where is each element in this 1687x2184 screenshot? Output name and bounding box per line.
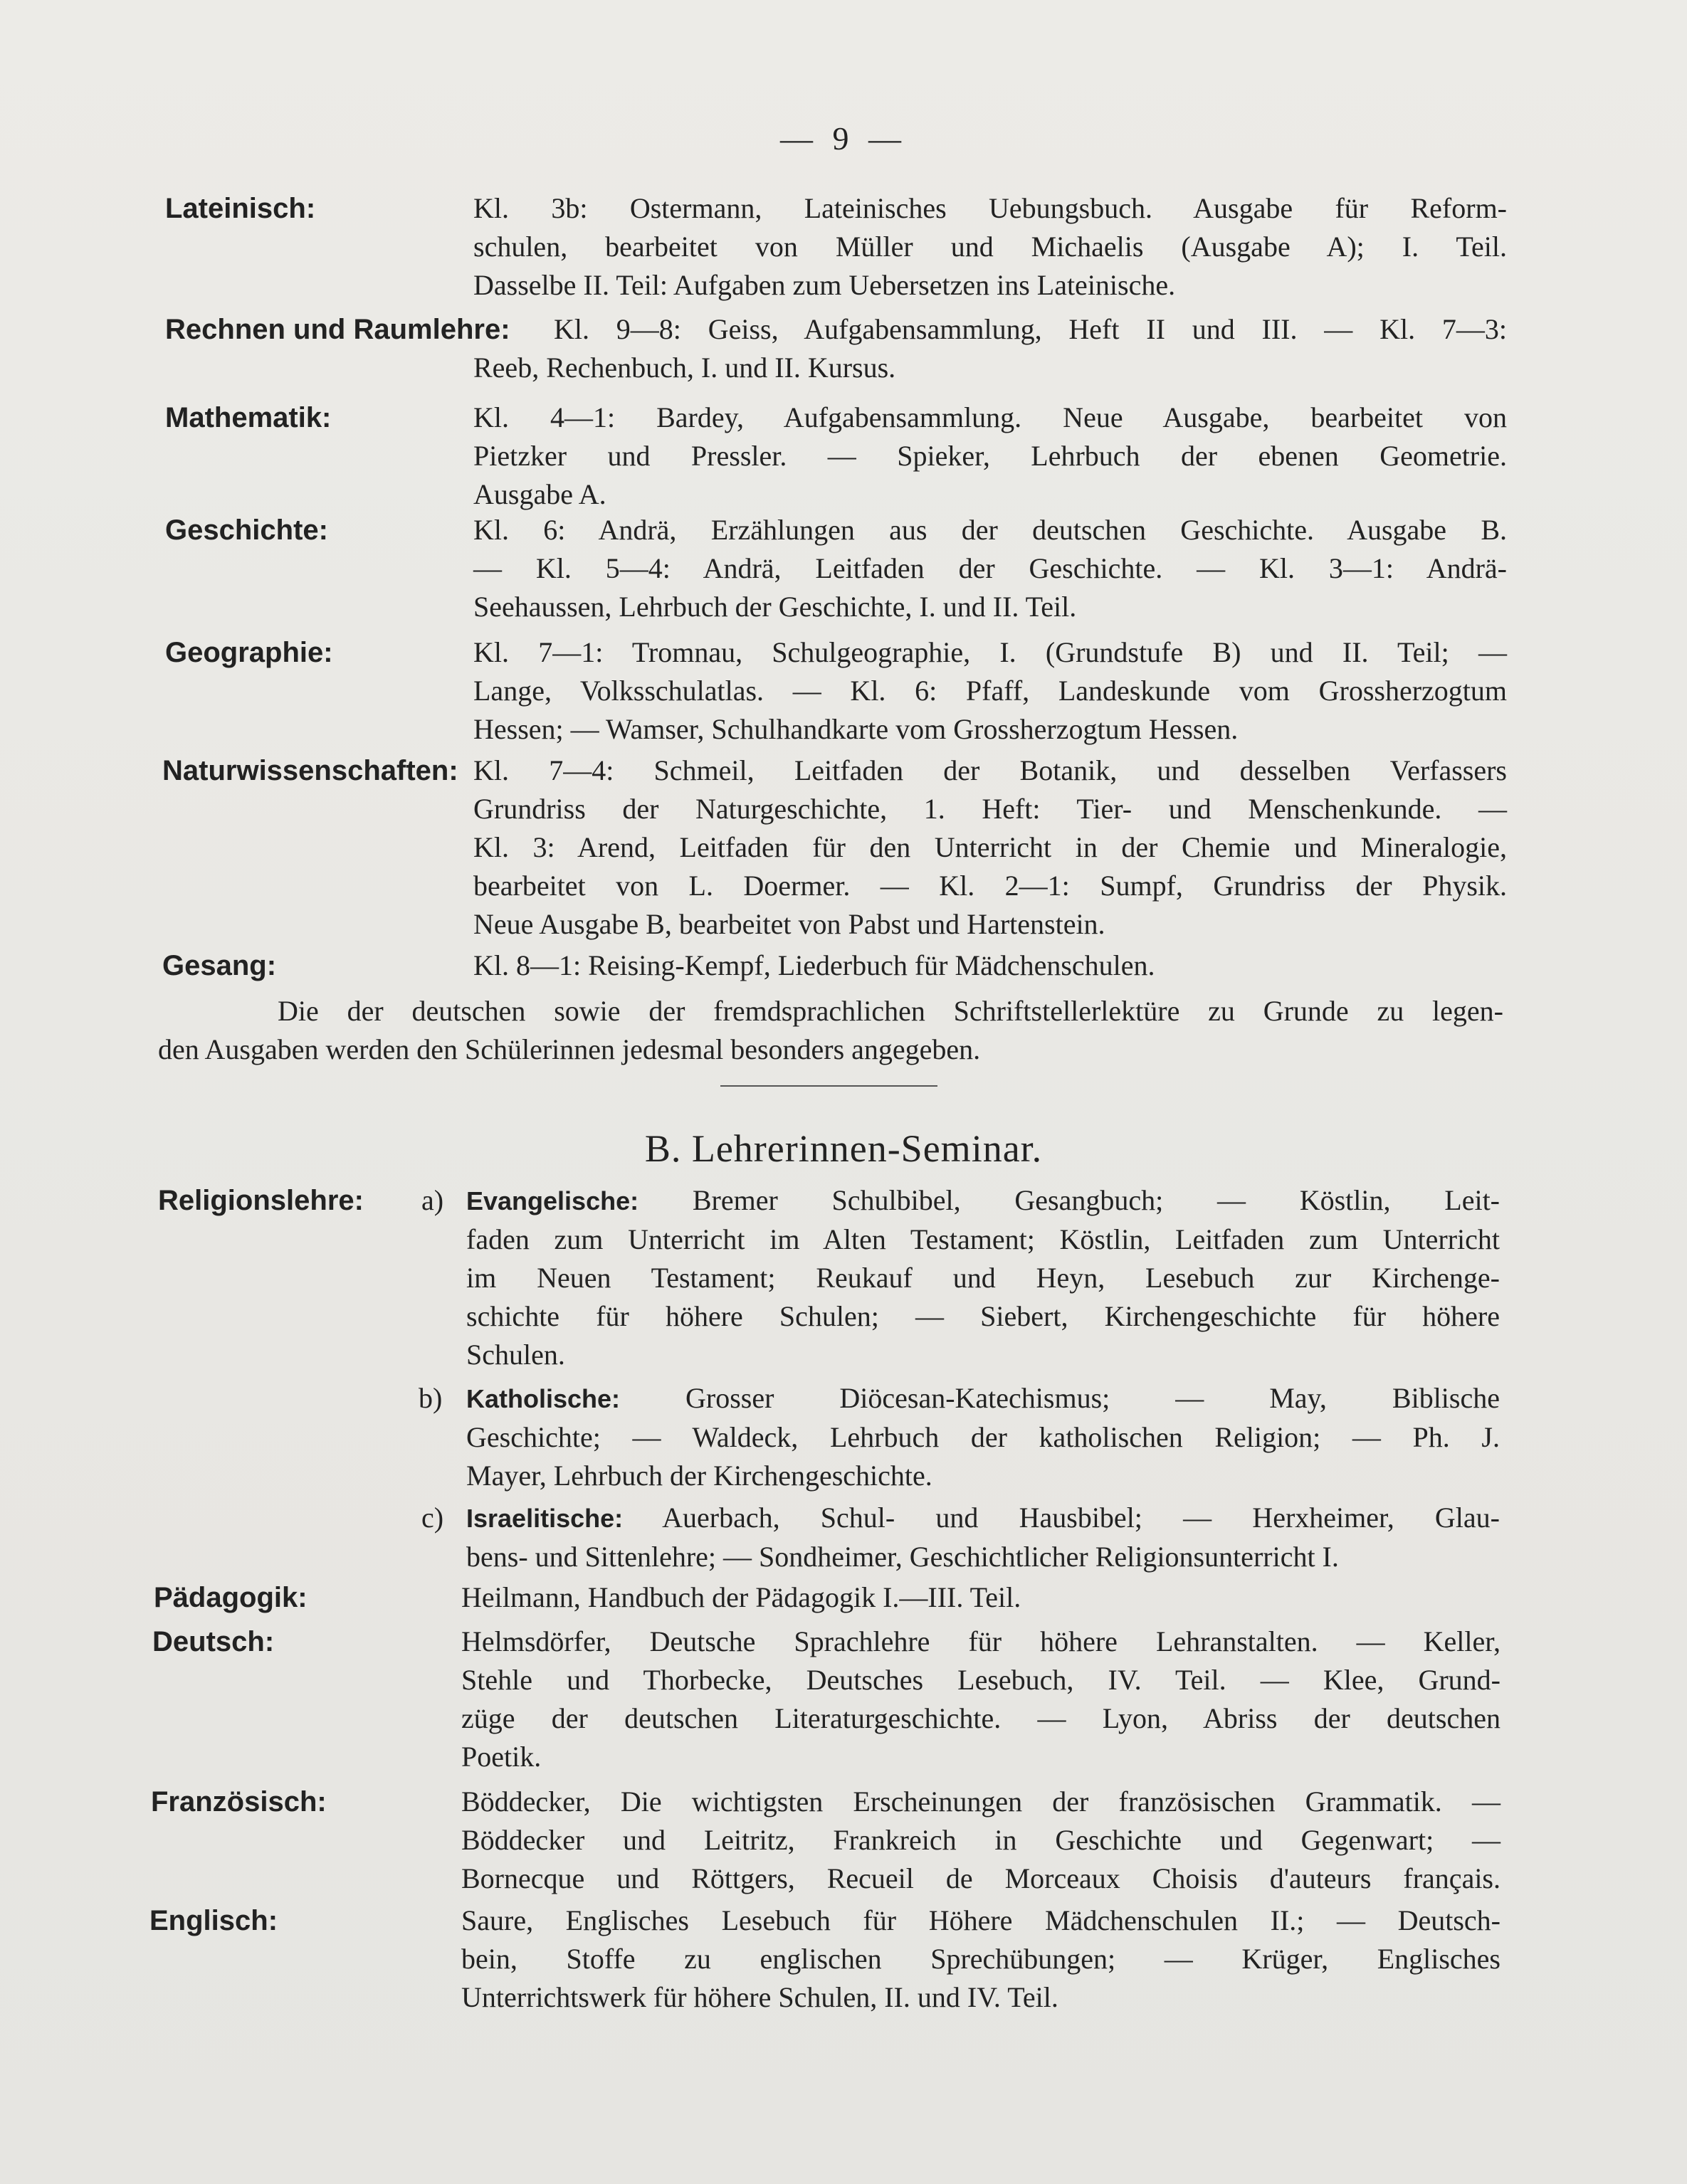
item-letter: b) <box>419 1382 443 1414</box>
subject-label: Geographie: <box>165 637 333 668</box>
subheading-israelitisch: Israelitische: <box>466 1504 624 1533</box>
item-letter: c) <box>421 1502 444 1534</box>
subject-label: Rechnen und Raumlehre: <box>165 314 510 345</box>
subheading-evangelisch: Evangelische: <box>466 1186 639 1215</box>
subheading-katholisch: Katholische: <box>466 1384 621 1413</box>
entry-text: Kl. 4—1: Bardey, Aufgabensammlung. Neue Ausgabe, bearbeitet von Pietzker und Pressler. — Spieker, Lehrbuch der ebenen Geometrie. Ausgabe A. <box>473 401 1507 510</box>
subject-label: Gesang: <box>162 950 277 981</box>
subject-label: Deutsch: <box>152 1626 275 1657</box>
entry-text: Kl. 9—8: Geiss, Aufgabensammlung, Heft II und III. — Kl. 7—3: Reeb, Rechenbuch, I. und II. Kursus. <box>473 313 1507 384</box>
page-number: — 9 — <box>780 120 907 157</box>
subject-label: Naturwissenschaften: <box>162 755 458 786</box>
entry-text: Helmsdörfer, Deutsche Sprachlehre für höhere Lehranstalten. — Keller, Stehle und Thorbecke, Deutsches Lesebuch, IV. Teil. — Klee, Grund- züge der deutschen Literaturgeschichte. — Lyon, Abriss der deutschen Poetik. <box>461 1625 1501 1773</box>
entry-text: Böddecker, Die wichtigsten Erscheinungen der französischen Grammatik. — Böddecker und Leitritz, Frankreich in Geschichte und Gegenwart; — Bornecque und Röttgers, Recueil de Morceaux Choisis d'auteurs français. <box>461 1785 1501 1894</box>
note-paragraph: Die der deutschen sowie der fremdsprachlichen Schriftstellerlektüre zu Grunde zu legen- den Ausgaben werden den Schülerinnen jedesmal besonders angegeben. <box>158 995 1503 1065</box>
entry-text: Kl. 7—4: Schmeil, Leitfaden der Botanik, und desselben Verfassers Grundriss der Naturgeschichte, 1. Heft: Tier- und Menschenkunde. — Kl. 3: Arend, Leitfaden für den Unterricht in der Chemie und Mineralogie, bearbeitet von L. Doermer. — Kl. 2—1: Sumpf, Grundriss der Physik. Neue Ausgabe B, bearbeitet von Pabst und Hartenstein. <box>473 754 1507 940</box>
subject-label: Englisch: <box>149 1905 278 1936</box>
entry-text: Kl. 6: Andrä, Erzählungen aus der deutschen Geschichte. Ausgabe B. — Kl. 5—4: Andrä, Leitfaden der Geschichte. — Kl. 3—1: Andrä- Seehaussen, Lehrbuch der Geschichte, I. und II. Teil. <box>473 514 1507 623</box>
entry-text: Kl. 3b: Ostermann, Lateinisches Uebungsbuch. Ausgabe für Reform- schulen, bearbeitet von Müller und Michaelis (Ausgabe A); I. Teil. Dasselbe II. Teil: Aufgaben zum Uebersetzen ins Lateinische. <box>473 192 1507 301</box>
section-b-title: B. Lehrerinnen-Seminar. <box>644 1127 1043 1170</box>
subject-label: Lateinisch: <box>165 193 316 224</box>
subject-label: Geschichte: <box>165 515 328 546</box>
subject-label: Mathematik: <box>165 402 332 433</box>
subject-label: Pädagogik: <box>154 1582 308 1613</box>
section-divider <box>720 1085 937 1087</box>
entry-text: Kl. 7—1: Tromnau, Schulgeographie, I. (Grundstufe B) und II. Teil; — Lange, Volksschulatlas. — Kl. 6: Pfaff, Landeskunde vom Grossherzogtum Hessen; — Wamser, Schulhandkarte vom Grossherzogtum Hessen. <box>473 636 1507 745</box>
entry-text: Kl. 8—1: Reising-Kempf, Liederbuch für Mädchenschulen. <box>473 949 1155 981</box>
item-letter: a) <box>421 1184 444 1216</box>
religion-katholisch: Katholische: Grosser Diöcesan-Katechismus; — May, Biblische Geschichte; — Waldeck, Lehrbuch der katholischen Religion; — Ph. J. Mayer, Lehrbuch der Kirchengeschichte. <box>466 1382 1500 1492</box>
subject-label: Religionslehre: <box>158 1185 364 1216</box>
entry-text: Heilmann, Handbuch der Pädagogik I.—III. Teil. <box>461 1581 1021 1613</box>
religion-israelitisch: Israelitische: Auerbach, Schul- und Hausbibel; — Herxheimer, Glau- bens- und Sittenlehre; — Sondheimer, Geschichtlicher Religionsunterricht I. <box>466 1502 1500 1573</box>
religion-evangelisch: Evangelische: Bremer Schulbibel, Gesangbuch; — Köstlin, Leit- faden zum Unterricht im Alten Testament; Köstlin, Leitfaden zum Unterricht im Neuen Testament; Reukauf und Heyn, Lesebuch zur Kirchenge- schichte für höhere Schulen; — Siebert, Kirchengeschichte für höhere Schulen. <box>466 1184 1500 1371</box>
entry-text: Saure, Englisches Lesebuch für Höhere Mädchenschulen II.; — Deutsch- bein, Stoffe zu englischen Sprechübungen; — Krüger, Englisches Unterrichtswerk für höhere Schulen, II. und IV. Teil. <box>461 1904 1501 2013</box>
subject-label: Französisch: <box>151 1786 327 1818</box>
